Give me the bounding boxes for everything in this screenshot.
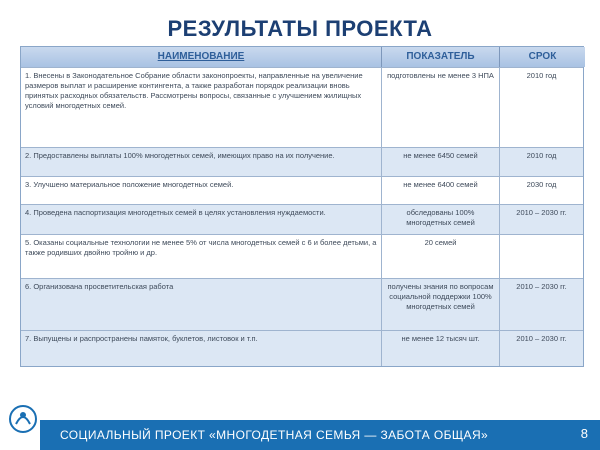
footer-title: СОЦИАЛЬНЫЙ ПРОЕКТ «МНОГОДЕТНАЯ СЕМЬЯ — ЗАБОТА ОБЩАЯ» [60,428,489,442]
row-name: 7. Выпущены и распространены памяток, буклетов, листовок и т.п. [25,334,258,343]
row-term: 2010 – 2030 гг. [499,205,583,234]
row-indicator: получены знания по вопросам социальной поддержки 100% многодетных семей [381,279,499,330]
row-indicator: не менее 6450 семей [381,148,499,176]
row-term: 2030 год [499,177,583,204]
row-term [499,235,583,278]
column-header-name: НАИМЕНОВАНИЕ [21,47,381,67]
row-name: 5. Оказаны социальные технологии не менее 5% от числа многодетных семей с 6 и более детьми, а также родивших двойню тройню и др. [25,238,377,257]
table-row [21,234,583,278]
row-term: 2010 – 2030 гг. [499,279,583,330]
row-indicator: подготовлены не менее 3 НПА [381,68,499,147]
row-term: 2010 – 2030 гг. [499,331,583,366]
row-indicator: обследованы 100% многодетных семей [381,205,499,234]
project-logo-icon [8,404,38,434]
page-number: 8 [580,426,588,441]
table-row [21,330,583,366]
row-name: 4. Проведена паспортизация многодетных семей в целях установления нуждаемости. [25,208,326,217]
row-indicator: не менее 12 тысяч шт. [381,331,499,366]
row-term: 2010 год [499,148,583,176]
row-indicator: 20 семей [381,235,499,278]
page-title: РЕЗУЛЬТАТЫ ПРОЕКТА [167,16,433,41]
table-row [21,176,583,204]
row-name: 3. Улучшено материальное положение многодетных семей. [25,180,234,189]
row-indicator: не менее 6400 семей [381,177,499,204]
row-term: 2010 год [499,68,583,147]
column-header-indicator: ПОКАЗАТЕЛЬ [381,47,499,67]
row-name: 1. Внесены в Законодательное Собрание области законопроекты, направленные на увеличение размеров выплат и расширение контингента, а также разработан порядок реализации вновь принятых расходных обязательств. Рассмотрены вопросы, связанные с улучшением жилищных условий многодетных семей. [25,71,363,110]
results-table [20,46,584,367]
row-name: 2. Предоставлены выплаты 100% многодетных семей, имеющих право на их получение. [25,151,335,160]
column-header-term: СРОК [499,47,585,67]
table-row [21,67,583,147]
row-name: 6. Организована просветительская работа [25,282,174,291]
table-row [21,278,583,330]
table-row [21,147,583,176]
table-row [21,204,583,234]
